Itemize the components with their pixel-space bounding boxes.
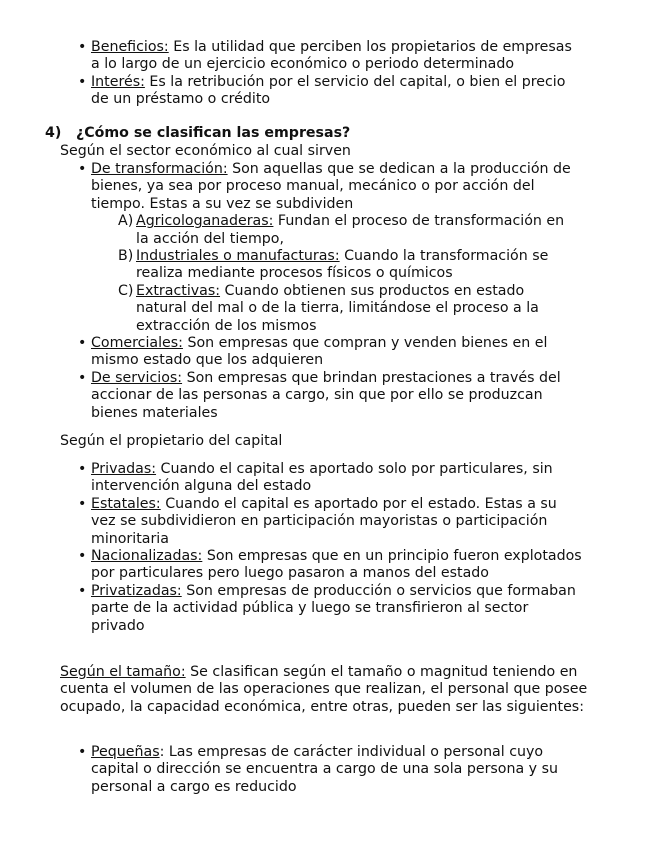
text-extractivas: Cuando obtienen sus productos en estado natural del mal o de la tierra, limitándose el proceso a la extracción de los mismos	[136, 282, 539, 334]
text-estatales: Cuando el capital es aportado por el estado. Estas a su vez se subdividieron en participación mayoristas o participación minoritaria	[91, 495, 557, 547]
bullet-servicios	[0, 370, 655, 422]
subtype-industriales	[0, 248, 655, 283]
propietario-list	[0, 461, 655, 635]
term-pequenas: Pequeñas	[91, 744, 160, 760]
term-transformacion: De transformación:	[91, 161, 228, 177]
question-heading	[0, 125, 655, 142]
propietario-intro: Según el propietario del capital	[60, 433, 283, 449]
sector-intro: Según el sector económico al cual sirven	[60, 143, 351, 159]
bullet-pequenas	[0, 744, 655, 796]
text-servicios: Son empresas que brindan prestaciones a través del accionar de las personas a cargo, sin que por ello se produzcan bienes materiales	[91, 369, 561, 421]
text-beneficios: Es la utilidad que perciben los propietarios de empresas a lo largo de un ejercicio económico o periodo determinado	[91, 39, 572, 73]
subtype-marker-a: A)	[118, 213, 134, 230]
subtype-extractivas	[0, 283, 655, 335]
tamano-paragraph	[0, 664, 655, 716]
term-agricologanaderas: Agricologanaderas:	[136, 213, 274, 230]
sector-list-continued	[0, 335, 655, 422]
text-privadas: Cuando el capital es aportado solo por particulares, sin intervención alguna del estado	[91, 461, 553, 495]
text-privatizadas: Son empresas de producción o servicios que formaban parte de la actividad pública y luego se transfirieron al sector privado	[91, 582, 576, 634]
subtype-marker-b: B)	[118, 248, 134, 265]
term-servicios: De servicios:	[91, 369, 183, 386]
term-beneficios: Beneficios:	[91, 39, 169, 55]
text-comerciales: Son empresas que compran y venden bienes en el mismo estado que los adquieren	[91, 335, 548, 369]
text-interes: Es la retribución por el servicio del capital, o bien el precio de un préstamo o crédito	[91, 73, 566, 108]
bullet-privadas	[0, 461, 655, 496]
bullet-comerciales	[0, 335, 655, 370]
text-pequenas: : Las empresas de carácter individual o personal cuyo capital o dirección se encuentra a cargo de una sola persona y su personal a cargo es reducido	[91, 744, 558, 795]
bullet-interes	[0, 74, 655, 109]
subtype-marker-c: C)	[118, 282, 134, 299]
text-agricologanaderas: Fundan el proceso de transformación en la acción del tiempo,	[136, 213, 565, 247]
text-nacionalizadas: Son empresas que en un principio fueron explotados por particulares pero luego pasaron a manos del estado	[91, 548, 582, 582]
term-privatizadas: Privatizadas:	[91, 582, 182, 599]
top-bullet-list	[0, 39, 655, 109]
term-estatales: Estatales:	[91, 495, 161, 512]
term-industriales: Industriales o manufacturas:	[136, 248, 340, 265]
question-title: ¿Cómo se clasifican las empresas?	[76, 125, 351, 141]
term-privadas: Privadas:	[91, 461, 157, 477]
term-comerciales: Comerciales:	[91, 335, 183, 352]
subtype-list	[0, 213, 655, 335]
bullet-transformacion	[0, 161, 655, 213]
bullet-privatizadas	[0, 583, 655, 635]
tamano-list	[0, 744, 655, 796]
term-extractivas: Extractivas:	[136, 282, 221, 299]
text-industriales: Cuando la transformación se realiza mediante procesos físicos o químicos	[136, 248, 549, 282]
sector-list	[0, 161, 655, 213]
bullet-beneficios	[0, 39, 655, 74]
term-interes: Interés:	[91, 73, 145, 90]
term-nacionalizadas: Nacionalizadas:	[91, 548, 203, 565]
text-tamano: Se clasifican según el tamaño o magnitud teniendo en cuenta el volumen de las operaciones que realizan, el personal que posee ocupado, la capacidad económica, entre otras, pueden ser las siguientes:	[60, 664, 588, 715]
bullet-estatales	[0, 496, 655, 548]
text-transformacion: Son aquellas que se dedican a la producción de bienes, ya sea por proceso manual, mecánico o por acción del tiempo. Estas a su vez se subdividen	[91, 161, 571, 212]
term-tamano: Según el tamaño:	[60, 664, 186, 680]
subtype-agricologanaderas	[0, 213, 655, 248]
question-number: 4)	[45, 125, 62, 141]
sector-section	[0, 161, 655, 422]
bullet-nacionalizadas	[0, 548, 655, 583]
